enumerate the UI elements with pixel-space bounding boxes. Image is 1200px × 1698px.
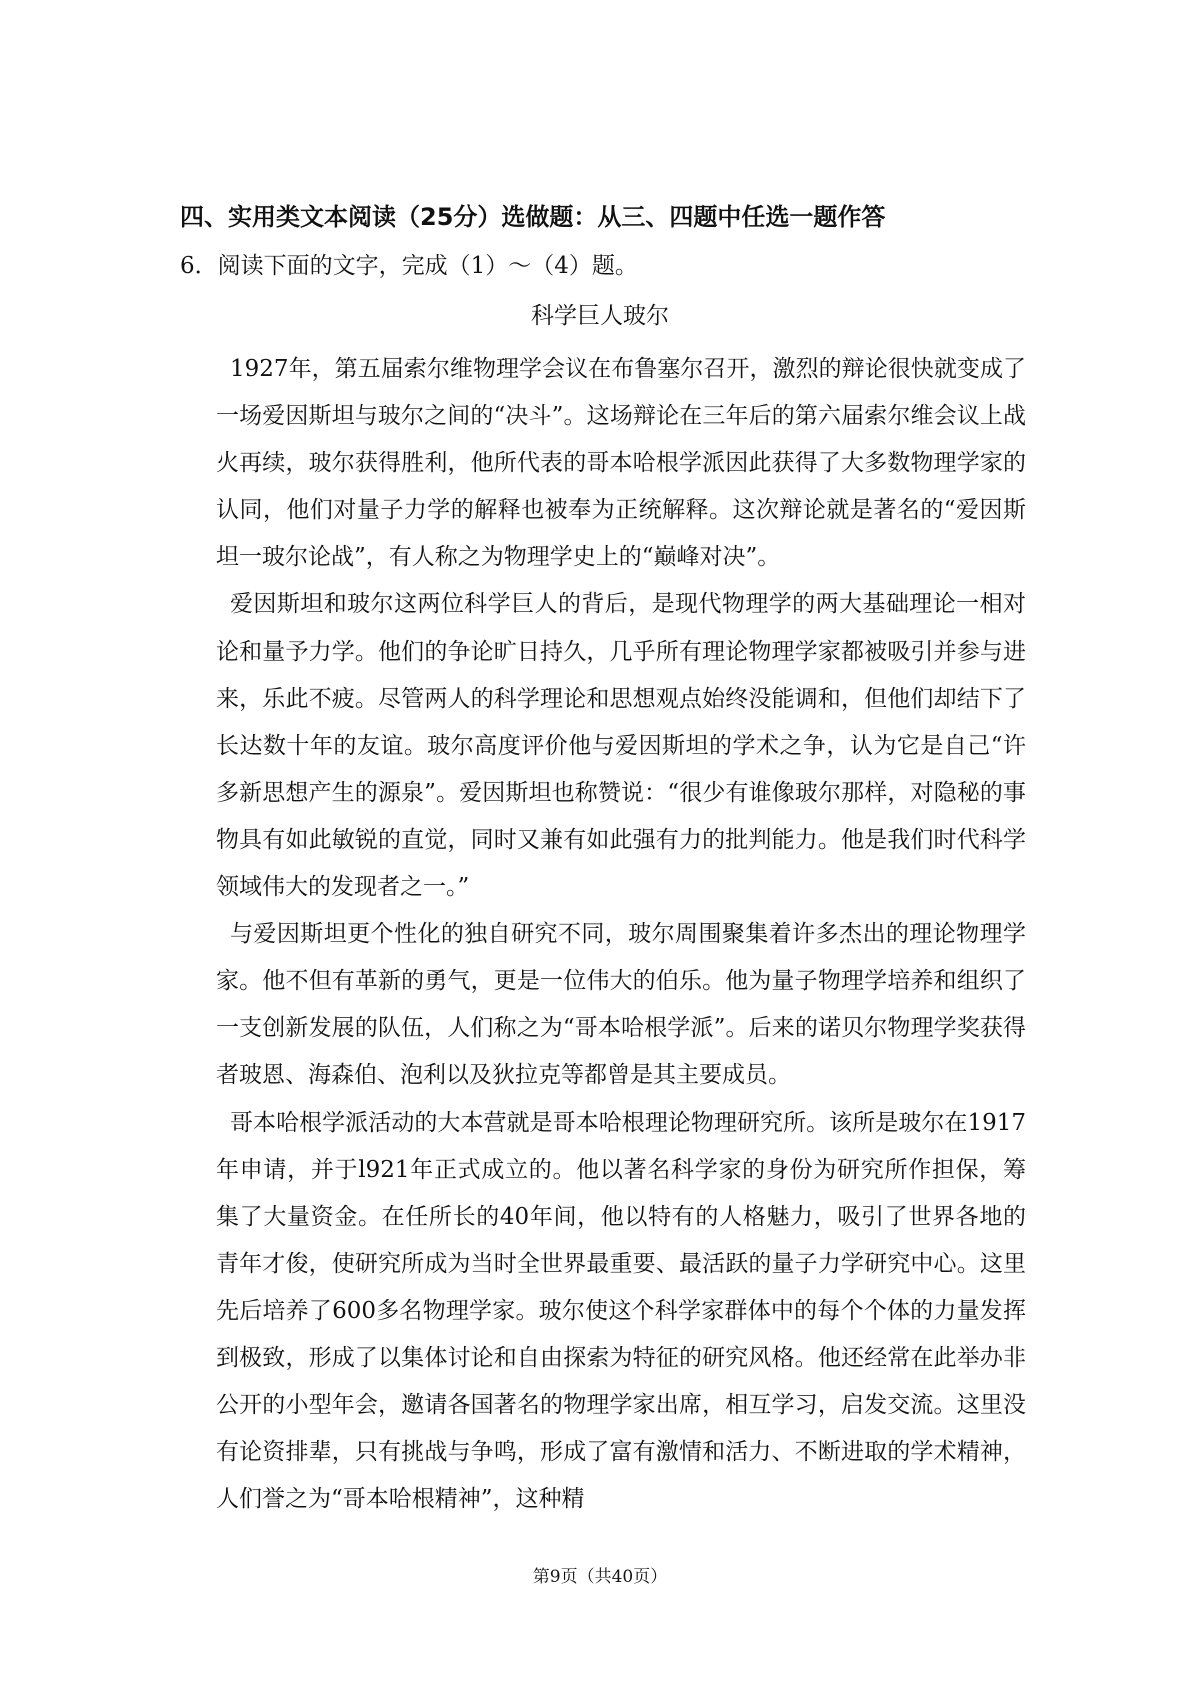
question-prompt: 6．阅读下面的文字，完成（1）～（4）题。 <box>180 253 638 279</box>
article-title: 科学巨人玻尔 <box>531 303 669 329</box>
article-paragraph: 哥本哈根学派活动的大本营就是哥本哈根理论物理研究所。该所是玻尔在1917年申请，并于l921年正式成立的。他以著名科学家的身份为研究所作担保，筹集了大量资金。在任所长的40年间，他以特有的人格魅力，吸引了世界各地的青年才俊，使研究所成为当时全世界最重要、最活跃的量子力学研究中心。这里先后培养了600多名物理学家。玻尔使这个科学家群体中的每个个体的力量发挥到极致，形成了以集体讨论和自由探索为特征的研究风格。他还经常在此举办非公开的小型年会，邀请各国著名的物理学家出席，相互学习，启发交流。这里没有论资排辈，只有挑战与争鸣，形成了富有激情和活力、不断进取的学术精神，人们誉之为“哥本哈根精神”，这种精 <box>216 1109 1026 1513</box>
article-paragraph: 爱因斯坦和玻尔这两位科学巨人的背后，是现代物理学的两大基础理论一相对论和量予力学。他们的争论旷日持久，几乎所有理论物理学家都被吸引并参与进来，乐此不疲。尽管两人的科学理论和思想观点始终没能调和，但他们却结下了长达数十年的友谊。玻尔高度评价他与爱因斯坦的学术之争，认为它是自己“许多新思想产生的源泉”。爱因斯坦也称赞说：“很少有谁像玻尔那样，对隐秘的事物具有如此敏锐的直觉，同时又兼有如此强有力的批判能力。他是我们时代科学领域伟大的发现者之一。” <box>216 591 1026 901</box>
article-paragraph: 1927年，第五届索尔维物理学会议在布鲁塞尔召开，激烈的辩论很快就变成了一场爱因斯坦与玻尔之间的“决斗”。这场辩论在三年后的第六届索尔维会议上战火再续，玻尔获得胜利，他所代表的哥本哈根学派因此获得了大多数物理学家的认同，他们对量子力学的解释也被奉为正统解释。这次辩论就是著名的“爱因斯坦一玻尔论战”，有人称之为物理学史上的“巅峰对决”。 <box>216 356 1026 571</box>
article-body <box>216 346 1026 1523</box>
article-paragraph: 与爱因斯坦更个性化的独自研究不同，玻尔周围聚集着许多杰出的理论物理学家。他不但有革新的勇气，更是一位伟大的伯乐。他为量子物理学培养和组织了一支创新发展的队伍，人们称之为“哥本哈根学派”。后来的诺贝尔物理学奖获得者玻恩、海森伯、泡利以及狄拉克等都曾是其主要成员。 <box>216 921 1026 1089</box>
page-footer: 第9页（共40页） <box>532 1567 668 1587</box>
section-heading: 四、实用类文本阅读（25分）选做题：从三、四题中任选一题作答 <box>180 203 886 231</box>
